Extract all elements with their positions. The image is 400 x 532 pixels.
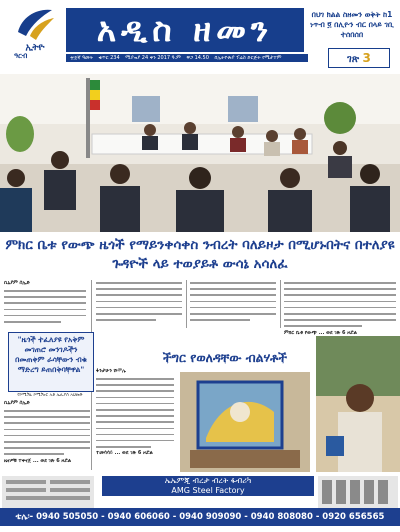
- main-story-column-1: [4, 280, 86, 324]
- body-text-lines: [4, 408, 90, 458]
- main-story-column-2: [96, 280, 182, 324]
- quote-story-column: [4, 400, 90, 472]
- publisher: በኢትዮጵያ ፕሬስ ድርጅት የሚታተም: [214, 55, 282, 61]
- quote-attribution: የኮሚሽኑ ኮሚሽነር አቶ ኤሊያስ አህመድ: [17, 393, 83, 398]
- masthead-blurb: በህገ ክልል ስዘመን ወቅት ከ1 ነጥብ ፬ በሊዮን ብር በላይ ገቢ ተሰበሰበ: [310, 10, 394, 39]
- continued-note: ዜናዎቹ ተቀናጀ ... ወደ ገጽ 6 ዞሯል: [4, 457, 72, 464]
- continued-note: ተመሳሳይ ... ወደ ገጽ 6 ዞሯል: [96, 450, 153, 457]
- second-story-column: [96, 368, 174, 468]
- portrait-photo: [316, 336, 400, 472]
- body-text-lines: [96, 280, 182, 323]
- newspaper-logo: [12, 6, 58, 56]
- page-label: ገጽ: [347, 54, 360, 65]
- issue-price: ዋጋ 14.50: [186, 55, 209, 61]
- page-number-box: [328, 48, 390, 68]
- issue-date: ሚያዝያ 24 ቀን 2017 ዓ.ም: [125, 55, 181, 61]
- logo-word: ኢትዮ: [25, 43, 45, 53]
- main-story-byline: ቢኒያም ሰኢድ: [4, 280, 31, 286]
- main-story-column-4: [284, 280, 396, 340]
- art-photo: [180, 372, 310, 472]
- main-story-column-3: [190, 280, 276, 324]
- main-photo: [0, 74, 400, 232]
- column-divider: [186, 280, 187, 328]
- pull-quote: "ዜጎች ተፈለያዩ የአቅም መገጠሮ መንገዶችን በመጠቀም ራሳቸውን ብቁ ማድረግ ይጠበቅባቸዋል": [8, 332, 94, 392]
- newspaper-title: አዲስ ዘመን: [66, 8, 304, 52]
- body-text-lines: [190, 280, 276, 323]
- issue-year: ፹፩ኛ ዓመት: [70, 55, 93, 61]
- continued-note: ምክር ቤቱ የውጭ ... ወደ ገጽ 6 ዞሯል: [284, 329, 357, 336]
- weekday-label: ዓርብ: [14, 52, 28, 60]
- second-story-byline: ፋንታሁን ሹሞሌ: [96, 368, 126, 374]
- ad-company-name: AMG Steel Factory: [171, 486, 245, 495]
- body-text-lines: [4, 288, 86, 324]
- body-text-lines: [284, 280, 396, 330]
- ad-company-banner: [102, 476, 314, 496]
- page-number: 3: [362, 51, 371, 65]
- second-headline: ችግር የወለዳቸው ብልሃቶች: [162, 350, 288, 365]
- column-divider: [280, 280, 281, 328]
- ad-company-amharic: ኤኤምጂ ብረታ ብረት ፋብሪካ: [164, 476, 252, 485]
- ad-phone-numbers: ቴሌ፡- 0940 505050 - 0940 606060 - 0940 909090 - 0940 808080 - 0920 656565: [0, 508, 400, 526]
- body-text-lines: [96, 376, 174, 450]
- issue-number: ቁጥር 234: [98, 55, 120, 61]
- quote-story-byline: ቢኒያም ሰኢድ: [4, 400, 31, 406]
- main-headline: ምክር ቤቱ የውጭ ዜጎች የማይንቀሳቀስ ንብረት ባለይዞታ በሚሆኑበትና በተለያዩ ጉዳዮች ላይ ተወያይቶ ውሳኔ አሳለፈ: [5, 237, 395, 272]
- issue-info-bar: [66, 54, 308, 62]
